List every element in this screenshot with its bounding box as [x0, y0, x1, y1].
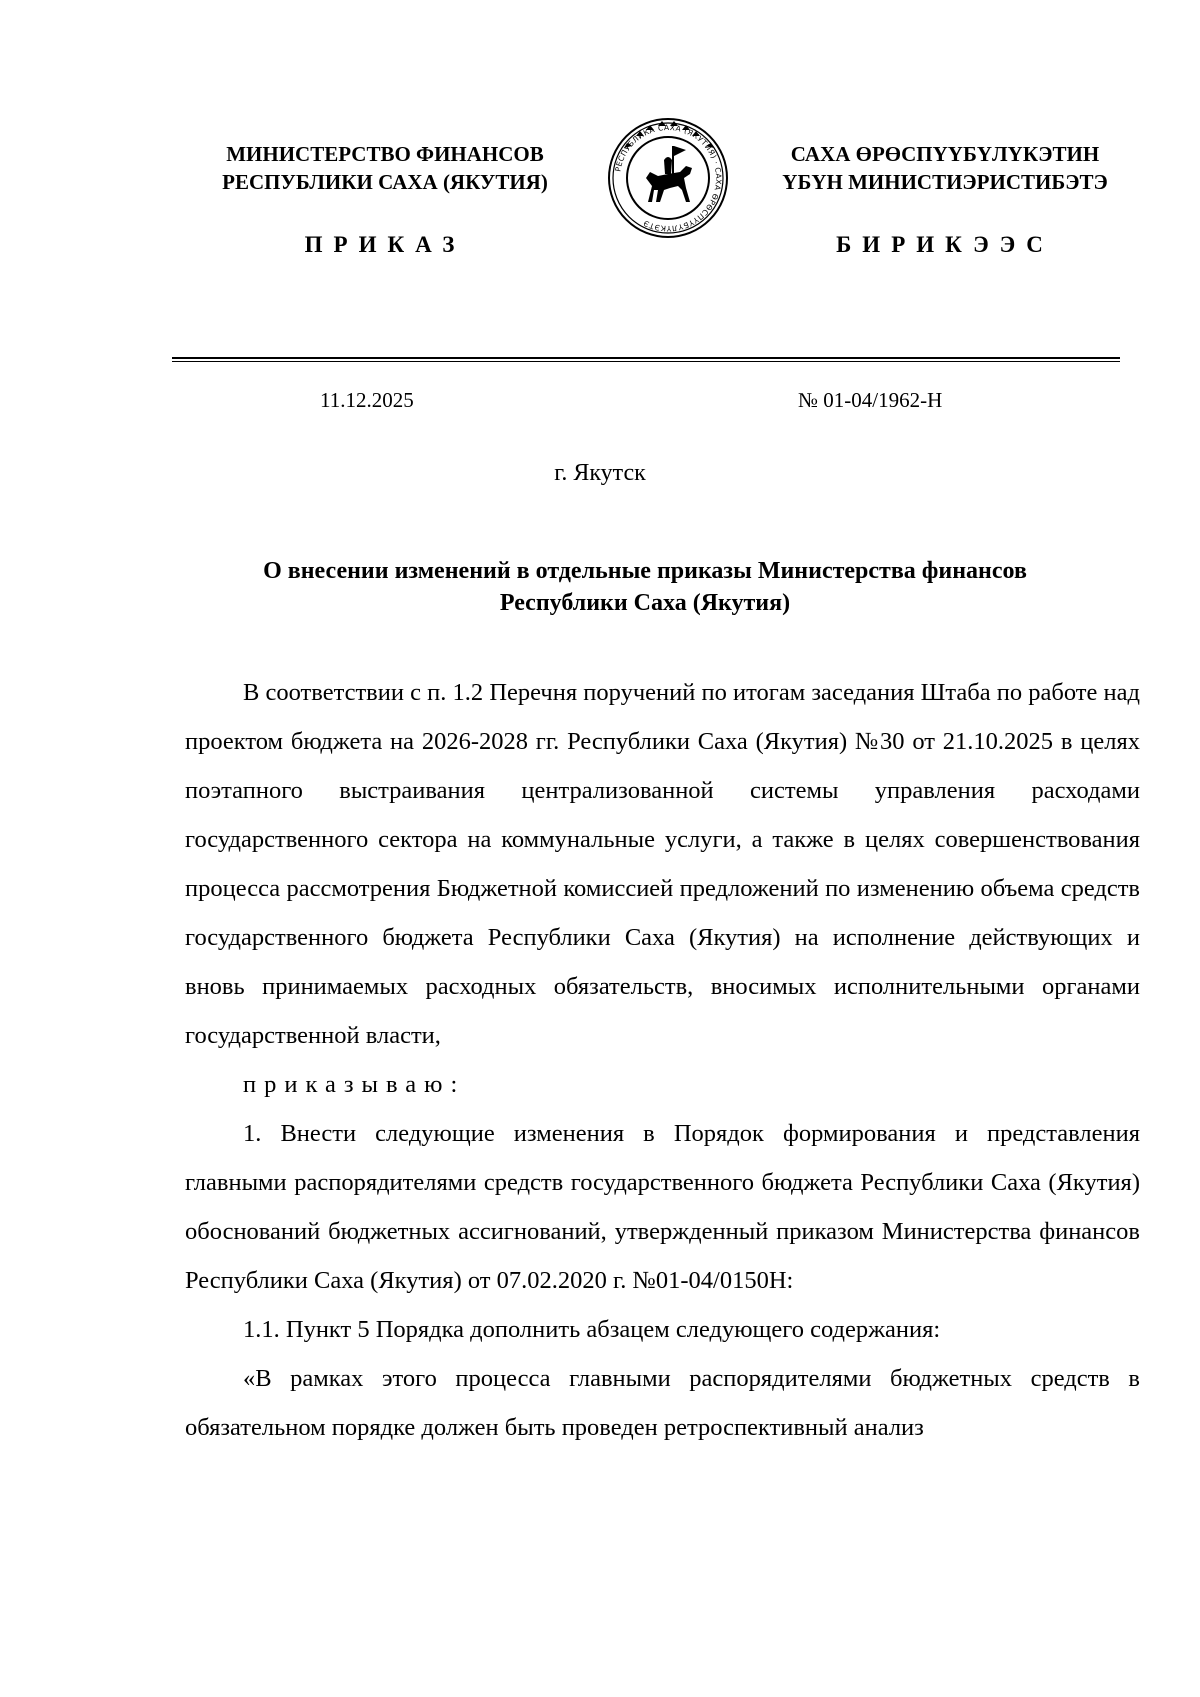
clause-1-1-paragraph: 1.1. Пункт 5 Порядка дополнить абзацем следующего содержания: [243, 1316, 941, 1343]
document-city: г. Якутск [554, 460, 646, 486]
doc-type-yakut: БИРИКЭЭС [836, 232, 1054, 257]
order-word [185, 1060, 1140, 1109]
doc-type-russian: ПРИКАЗ [304, 232, 466, 257]
document-date: 11.12.2025 [320, 388, 414, 412]
order-word-text: приказываю: [243, 1071, 466, 1098]
ministry-name-yakut-line1: САХА ӨРӨСПҮҮБҮЛҮКЭТИН [790, 142, 1100, 166]
document-title-line1: О внесении изменений в отдельные приказы Министерства финансов [263, 558, 1027, 584]
ministry-name-russian [180, 140, 590, 196]
document-body [185, 668, 1140, 1452]
coat-of-arms-emblem-icon [606, 116, 730, 240]
ministry-name-yakut-line2: ҮБҮН МИНИСТИЭРИСТИБЭТЭ [782, 170, 1108, 194]
header-divider-thin [172, 361, 1120, 362]
document-title-line2: Республики Саха (Якутия) [499, 590, 791, 616]
ministry-name-line2: РЕСПУБЛИКИ САХА (ЯКУТИЯ) [222, 170, 548, 194]
quoted-paragraph: «В рамках этого процесса главными распорядителями бюджетных средств в обязательном порядке должен быть проведен ретроспективный анализ [185, 1365, 1140, 1441]
ministry-name-line1: МИНИСТЕРСТВО ФИНАНСОВ [226, 142, 544, 166]
clause-1-paragraph: 1. Внести следующие изменения в Порядок формирования и представления главными распорядителями средств государственного бюджета Республики Саха (Якутия) обоснований бюджетных ассигнований, утвержденный приказом Министерства финансов Республики Саха (Якутия) от 07.02.2020 г. №01-04/0150Н: [185, 1120, 1140, 1294]
preamble-paragraph: В соответствии с п. 1.2 Перечня поручений по итогам заседания Штаба по работе над проектом бюджета на 2026-2028 гг. Республики Саха (Якутия) №30 от 21.10.2025 в целях поэтапного выстраивания централизованной системы управления расходами государственного сектора на коммунальные услуги, а также в целях совершенствования процесса рассмотрения Бюджетной комиссией предложений по изменению объема средств государственного бюджета Республики Саха (Якутия) на исполнение действующих и вновь принимаемых расходных обязательств, вносимых исполнительными органами государственной власти, [185, 679, 1140, 1049]
svg-text:РЕСПУБЛИКА САХА (ЯКУТИЯ) · САХ: РЕСПУБЛИКА САХА (ЯКУТИЯ) · САХА ӨРӨСПҮҮБҮЛҮКЭТЭ [613, 122, 724, 234]
document-title [170, 555, 1120, 619]
header-divider [172, 357, 1120, 359]
ministry-name-yakut [745, 140, 1145, 196]
document-number: № 01-04/1962-Н [798, 388, 943, 412]
